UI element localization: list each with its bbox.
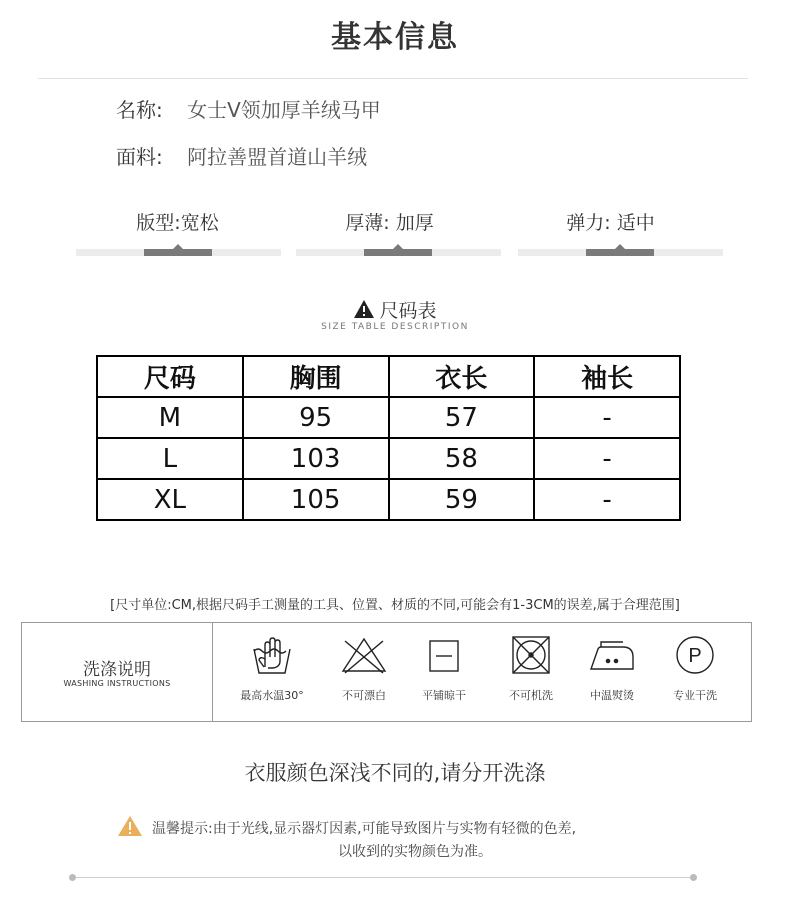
info-row-name	[116, 94, 381, 123]
wash-item	[404, 633, 484, 703]
wash-label: 专业干洗	[673, 689, 717, 702]
table-header: 袖长	[534, 356, 680, 397]
attr-fill	[586, 249, 654, 256]
attr-track-thickness	[296, 249, 501, 256]
no-tumble-dry-icon	[491, 633, 571, 677]
wash-item	[232, 633, 312, 703]
attr-label-elasticity: 弹力: 适中	[566, 212, 655, 234]
table-cell: XL	[97, 479, 243, 520]
wash-item	[655, 633, 735, 703]
table-cell: -	[534, 397, 680, 438]
no-bleach-icon	[324, 633, 404, 677]
hand-wash-icon	[232, 633, 312, 677]
table-header: 胸围	[243, 356, 389, 397]
table-cell: 105	[243, 479, 389, 520]
wash-subtitle: WASHING INSTRUCTIONS	[63, 679, 171, 688]
table-cell: M	[97, 397, 243, 438]
table-cell: -	[534, 438, 680, 479]
table-header: 衣长	[389, 356, 535, 397]
attr-marker	[173, 244, 183, 249]
wash-title: 洗涤说明	[83, 660, 151, 680]
size-table-subtitle: SIZE TABLE DESCRIPTION	[321, 322, 469, 332]
size-table-title: 尺码表	[379, 300, 437, 322]
table-cell: 103	[243, 438, 389, 479]
attr-marker	[393, 244, 403, 249]
wash-item	[572, 633, 652, 703]
table-row	[97, 438, 680, 479]
wash-label: 平铺晾干	[422, 689, 466, 702]
info-key: 名称:	[116, 98, 163, 122]
attr-fill	[144, 249, 212, 256]
info-value: 女士V领加厚羊绒马甲	[187, 98, 381, 122]
dry-clean-p-icon	[655, 633, 735, 677]
wash-item	[491, 633, 571, 703]
table-header: 尺码	[97, 356, 243, 397]
color-wash-note: 衣服颜色深浅不同的,请分开洗涤	[244, 761, 546, 785]
attr-track-elasticity	[518, 249, 723, 256]
table-cell: 95	[243, 397, 389, 438]
measurement-note: [尺寸单位:CM,根据尺码手工测量的工具、位置、材质的不同,可能会有1-3CM的误差,属于合理范围]	[110, 598, 680, 613]
svg-text:P: P	[688, 645, 702, 667]
size-table	[96, 355, 681, 521]
warning-icon	[353, 299, 375, 324]
table-cell: L	[97, 438, 243, 479]
wash-item	[324, 633, 404, 703]
washing-instructions	[21, 622, 752, 722]
tip-line-2: 以收到的实物颜色为准。	[338, 844, 492, 860]
dry-flat-icon	[404, 633, 484, 677]
wash-label: 最高水温30°	[240, 689, 304, 702]
tip-line-1: 温馨提示:由于光线,显示器灯因素,可能导致图片与实物有轻微的色差,	[152, 821, 577, 837]
wash-divider	[212, 623, 213, 721]
attr-marker	[615, 244, 625, 249]
wash-label: 中温熨烫	[590, 689, 634, 702]
table-row	[97, 479, 680, 520]
title-divider	[38, 78, 748, 79]
divider-dot	[690, 874, 697, 881]
attr-track-fit	[76, 249, 281, 256]
iron-medium-icon	[572, 633, 652, 677]
warning-icon	[117, 815, 143, 841]
table-cell: 57	[389, 397, 535, 438]
table-cell: -	[534, 479, 680, 520]
wash-label: 不可机洗	[509, 689, 553, 702]
table-cell: 59	[389, 479, 535, 520]
size-table-heading	[0, 296, 790, 324]
attr-fill	[364, 249, 432, 256]
page-title: 基本信息	[331, 20, 459, 55]
info-row-fabric	[116, 141, 367, 170]
table-header-row	[97, 356, 680, 397]
wash-label: 不可漂白	[342, 689, 386, 702]
attr-label-fit: 版型:宽松	[136, 212, 219, 234]
table-cell: 58	[389, 438, 535, 479]
info-key: 面料:	[116, 145, 163, 169]
info-value: 阿拉善盟首道山羊绒	[187, 145, 368, 169]
divider-dot	[69, 874, 76, 881]
bottom-divider	[73, 877, 693, 878]
attr-label-thickness: 厚薄: 加厚	[345, 212, 434, 234]
table-row	[97, 397, 680, 438]
